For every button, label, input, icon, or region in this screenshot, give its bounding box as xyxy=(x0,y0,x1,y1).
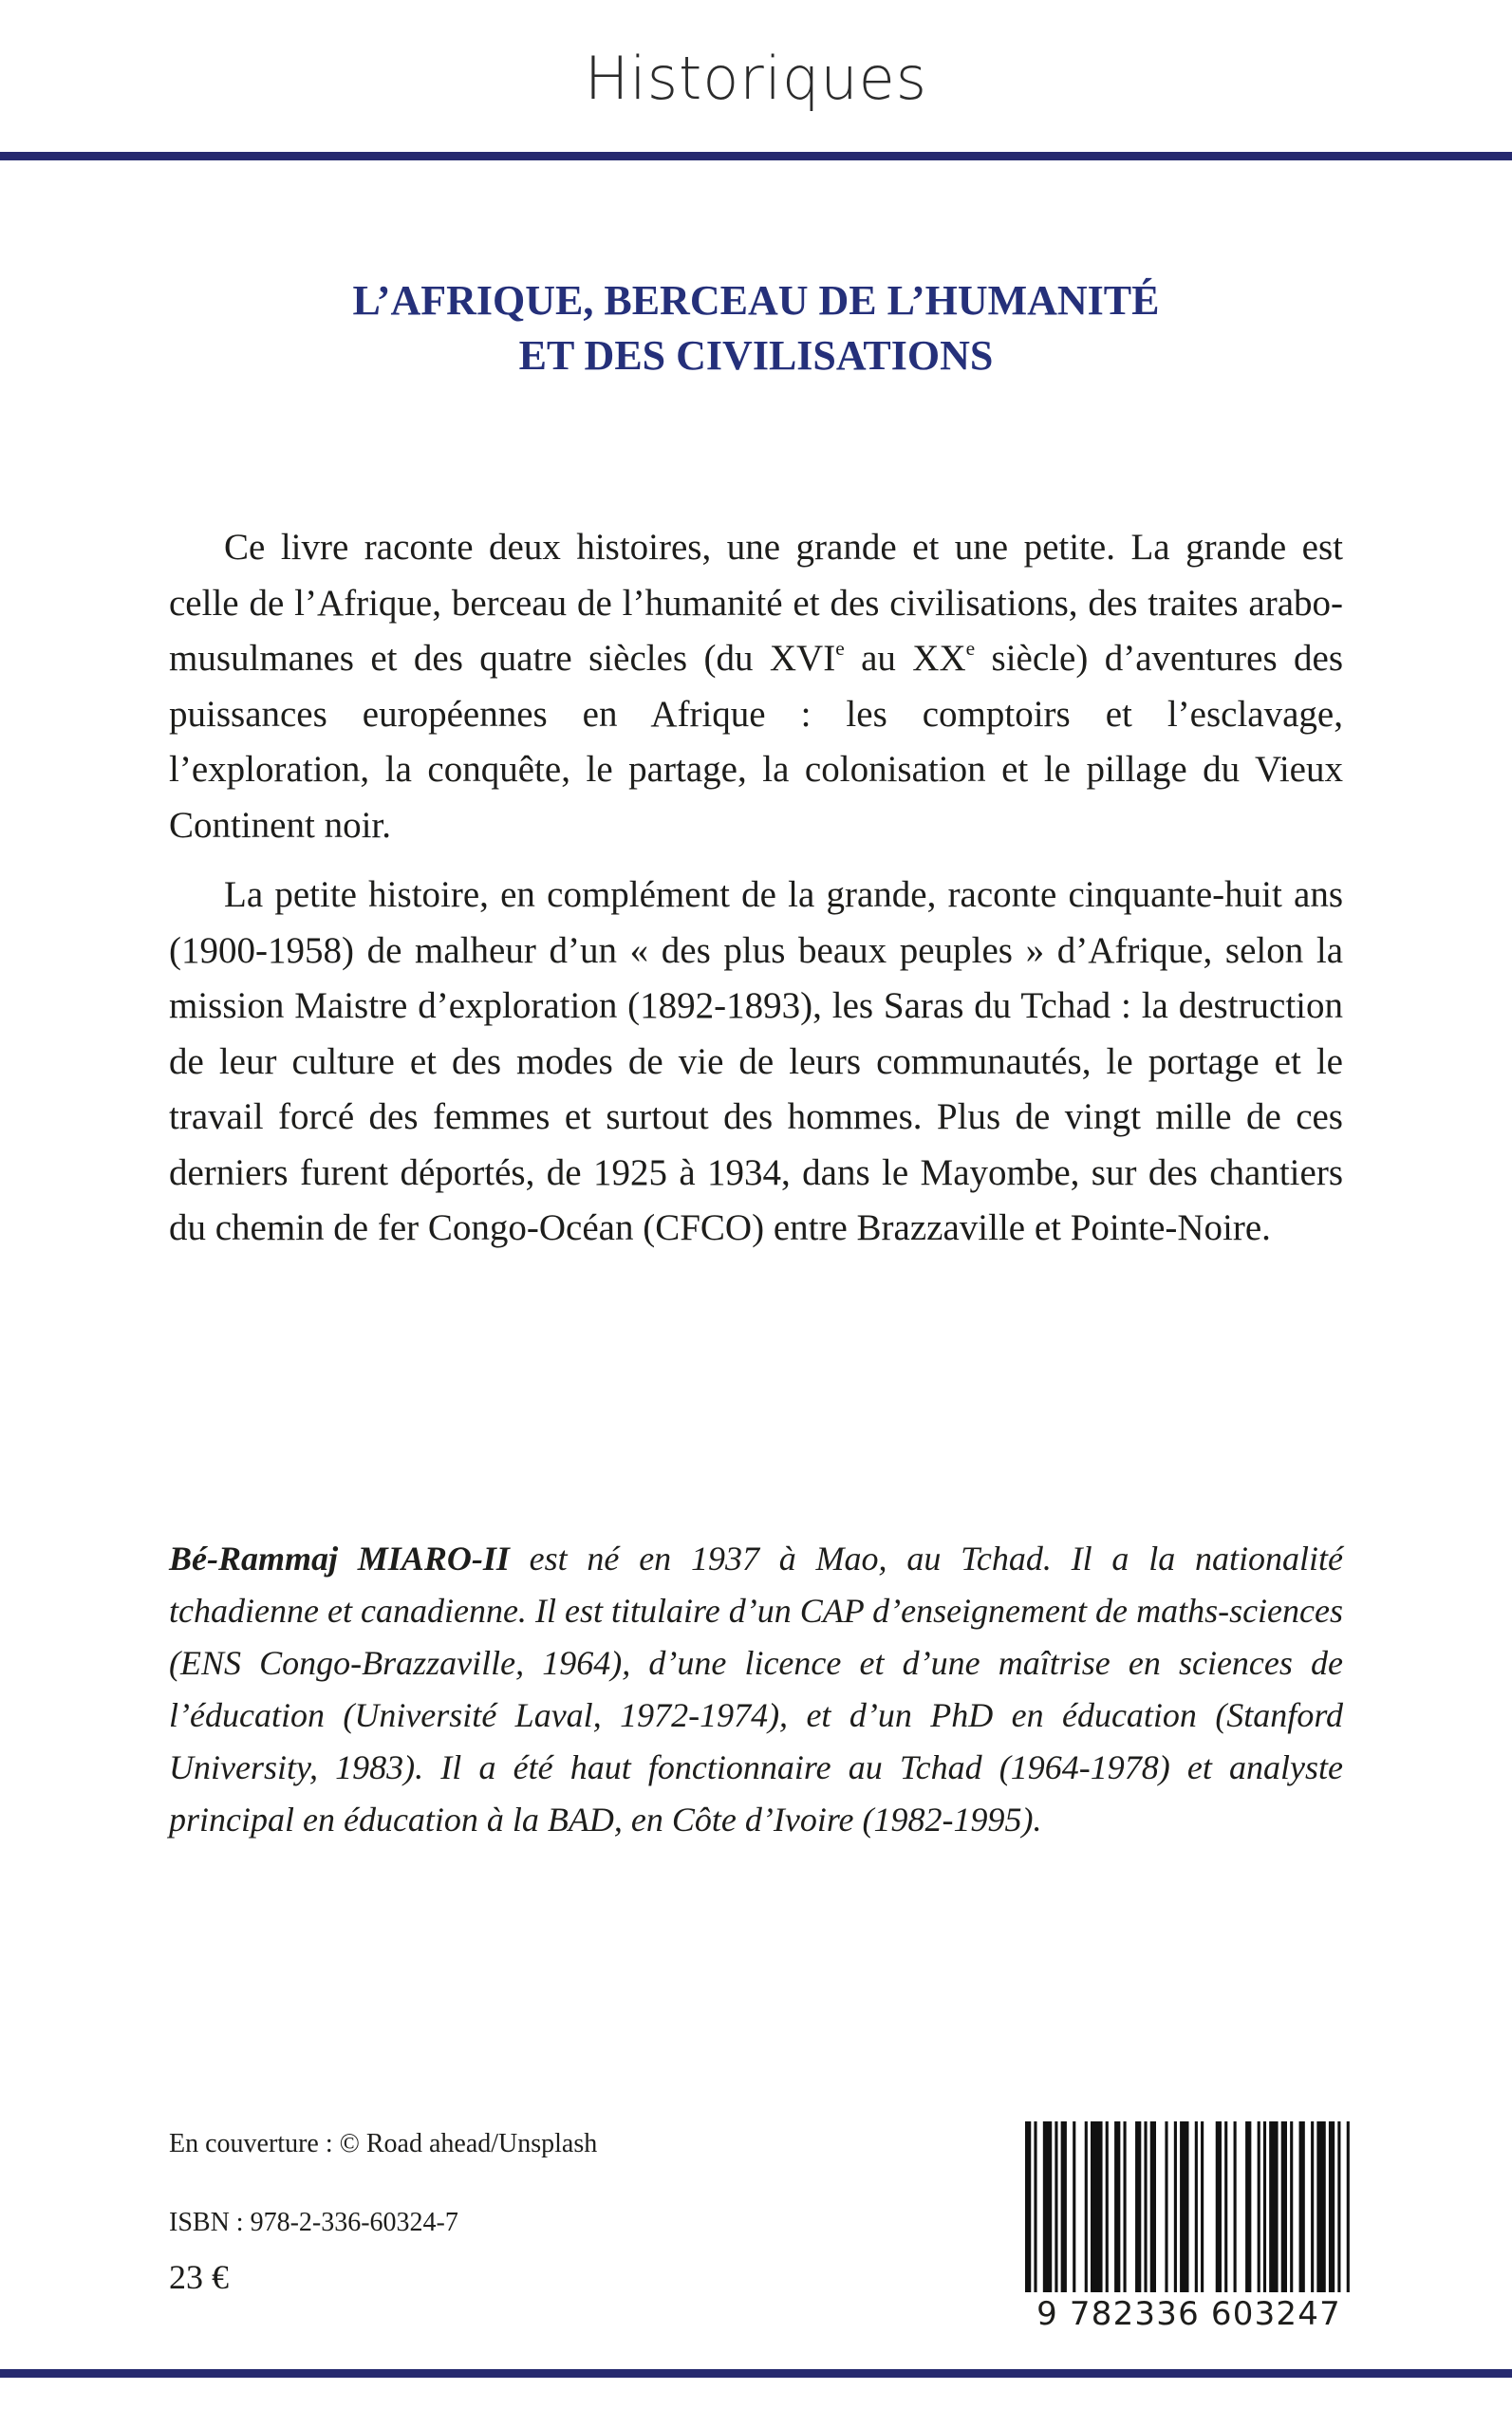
barcode-bar xyxy=(1258,2121,1260,2292)
cover-credit: En couverture : © Road ahead/Unsplash xyxy=(169,2129,598,2158)
barcode-bar xyxy=(1034,2121,1036,2292)
barcode-bar xyxy=(1043,2121,1052,2292)
top-divider xyxy=(0,152,1512,160)
book-title-line-2: ET DES CIVILISATIONS xyxy=(518,332,994,379)
blurb-paragraph-2: La petite histoire, en complément de la grande, raconte cinquante-huit ans (1900-1958) de malheur d’un « des plus beaux peuples » d’Afrique, selon la mission Maistre d’exploration (1892-1893), les Saras du Tchad : la destruction de leur culture et des modes de vie de leurs communautés, le portage et le travail forcé des femmes et surtout des hommes. Plus de vingt mille de ces derniers furent déportés, de 1925 à 1934, dans le Mayombe, sur des chantiers du chemin de fer Congo-Océan (CFCO) entre Brazzaville et Pointe-Noire. xyxy=(169,874,1343,1248)
blurb xyxy=(169,520,1343,1257)
price: 23 € xyxy=(169,2258,229,2296)
blurb-paragraph-1 xyxy=(169,520,1343,853)
barcode-bar xyxy=(1144,2121,1147,2292)
book-title xyxy=(0,273,1512,383)
barcode-bar xyxy=(1337,2121,1340,2292)
barcode-bar xyxy=(1263,2121,1266,2292)
barcode-bar xyxy=(1224,2121,1227,2292)
blurb-p1-text-a: Ce livre raconte deux histoires, une grande et une petite. La grande est celle de l’Afrique, berceau de l’humanité et des civilisations, des traites arabo-musulmanes et des quatre siècles (du XVI xyxy=(169,527,1343,679)
barcode-digits: 9 782336 603247 xyxy=(1036,2295,1341,2333)
blurb-p1-text-c: siècle) d’aventures des puissances européennes en Afrique : les comptoirs et l’esclavage, l’exploration, la conquête, le partage, la colonisation et le pillage du Vieux Continent noir. xyxy=(169,638,1344,846)
barcode-bar xyxy=(1195,2121,1198,2292)
author-bio-text: est né en 1937 à Mao, au Tchad. Il a la nationalité tchadienne et canadienne. Il est titulaire d’un CAP d’enseignement de maths-sciences (ENS Congo-Brazzaville, 1964), d’une licence et d’une maîtrise en sciences de l’éducation (Université Laval, 1972-1974), et d’un PhD en éducation (Stanford University, 1983). Il a été haut fonctionnaire au Tchad (1964-1978) et analyste principal en éducation à la BAD, en Côte d’Ivoire (1982-1995). xyxy=(169,1540,1343,1839)
book-title-line-1: L’AFRIQUE, BERCEAU DE L’HUMANITÉ xyxy=(352,277,1160,324)
barcode xyxy=(1025,2121,1353,2338)
barcode-bar xyxy=(1061,2121,1067,2292)
barcode-bar xyxy=(1114,2121,1120,2292)
barcode-bar xyxy=(1329,2121,1335,2292)
barcode-bar xyxy=(1135,2121,1141,2292)
barcode-bar xyxy=(1085,2121,1088,2292)
barcode-bar xyxy=(1269,2121,1278,2292)
barcode-bar xyxy=(1174,2121,1177,2292)
barcode-bar xyxy=(1299,2121,1305,2292)
barcode-bar xyxy=(1124,2121,1127,2292)
author-name: Bé-Rammaj MIARO-II xyxy=(169,1540,510,1578)
barcode-bar xyxy=(1245,2121,1251,2292)
barcode-bar xyxy=(1201,2121,1204,2292)
barcode-bar xyxy=(1106,2121,1109,2292)
barcode-bar xyxy=(1165,2121,1167,2292)
barcode-bar xyxy=(1316,2121,1325,2292)
barcode-bar xyxy=(1281,2121,1287,2292)
barcode-bar xyxy=(1055,2121,1057,2292)
barcode-bar xyxy=(1073,2121,1075,2292)
barcode-bar xyxy=(1150,2121,1156,2292)
superscript-e: e xyxy=(835,636,845,660)
author-bio xyxy=(169,1533,1343,1846)
barcode-bar xyxy=(1234,2121,1237,2292)
bottom-divider xyxy=(0,2369,1512,2378)
barcode-bar xyxy=(1180,2121,1188,2292)
barcode-bars xyxy=(1025,2121,1353,2292)
barcode-bar xyxy=(1290,2121,1293,2292)
barcode-bar xyxy=(1216,2121,1222,2292)
barcode-bar xyxy=(1347,2121,1350,2292)
barcode-bar xyxy=(1091,2121,1103,2292)
superscript-e: e xyxy=(965,636,976,660)
series-label: Historiques xyxy=(584,44,928,113)
barcode-bar xyxy=(1311,2121,1314,2292)
isbn: ISBN : 978-2-336-60324-7 xyxy=(169,2208,458,2237)
barcode-bar xyxy=(1025,2121,1031,2292)
blurb-p1-text-b: au XX xyxy=(844,638,966,679)
